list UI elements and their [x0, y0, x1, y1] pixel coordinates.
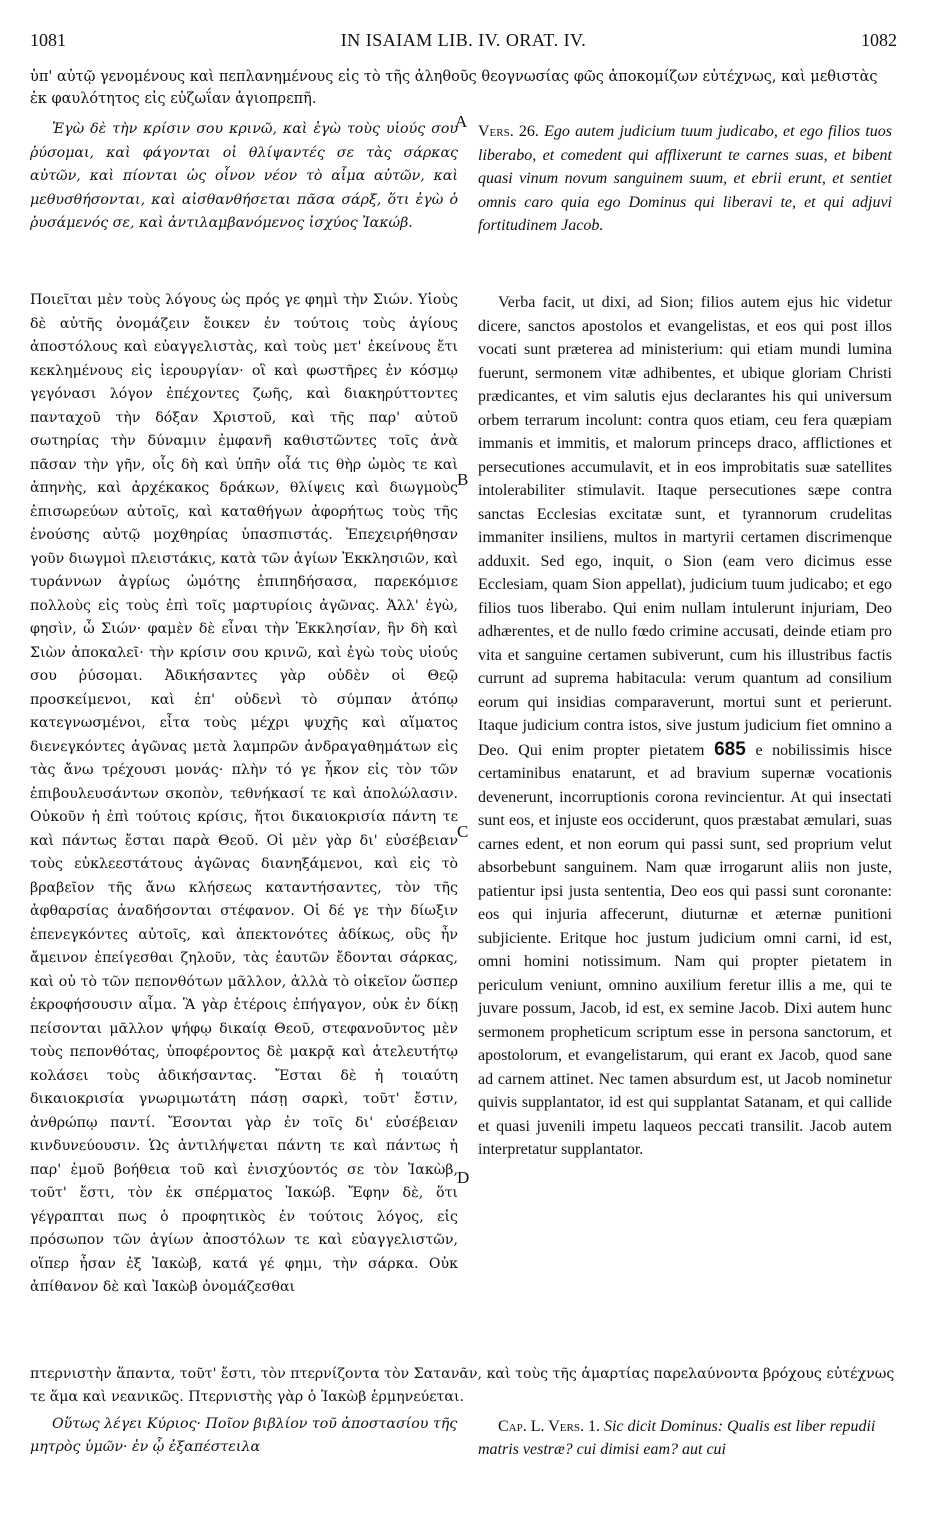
page-number-right: 1082	[861, 30, 897, 50]
latin-commentary	[478, 291, 892, 1162]
latin-commentary-part1: Verba facit, ut dixi, ad Sion; filios autem ejus hic videtur dicere, sanctos apostolos et evangelistas, et eos qui post illos vocati sunt præterea ad ministerium: qui etiam mundi lumina fuerunt, sermonem vitæ adhibentes, et ubique gloriam Christi prædicantes, et vim salutis ejus declarantes his qui universum orbem terrarum incolunt: contra quos etiam, ceu fera quæpiam immanis et immitis, et malorum princeps draco, afflictiones et persecutiones accumulavit, et in eos improbitatis suæ satellites intolerabiliter stimulavit. Itaque persecutiones sæpe contra sanctas Ecclesias excitatæ sunt, et tyrannorum crudelitas immaniter insiliens, multos in martyrii certamen discrimenque adduxit. Sed ego, inquit, o Sion (eam vero dicimus esse Ecclesiam, quam Sion appellat), judicium tuum judicabo; et ego filios tuos liberabo. Qui enim nullam intulerunt injuriam, Deo adhærentes, et de nullo fœdo crimine accusati, deinde etiam pro vita et sanguine certamen subiverunt, cum his illustribus factis currunt ad suprema habitacula: verum quantum ad consilium eorum qui insidias comparaverunt, mortui sunt et perierunt. Itaque judicium contra istos, sive justum judicium fiet omnino a Deo. Qui enim propter pietatem	[478, 294, 892, 759]
running-title: IN ISAIAM LIB. IV. ORAT. IV.	[340, 30, 587, 50]
intro-greek-text: ὑπ' αὐτῷ γενομένους καὶ πεπλανημένους εἰς τὸ τῆς ἀληθοῦς θεογνωσίας φῶς ἀποκομίζων εὐτέχνως, καὶ μεθιστὰς ἐκ φαυλότητος εἰς εὐζωΐαν ἁγιοπρεπῆ.	[30, 69, 878, 107]
latin-verse	[478, 120, 892, 238]
greek-tail-text: πτερνιστὴν ἅπαντα, τοῦτ' ἔστι, τὸν πτερνίζοντα τὸν Σατανᾶν, καὶ τοὺς τῆς ἁμαρτίας παρελαύνοντα βρόχους εὐτέχνως τε ἅμα καὶ νεανικῶς. Πτερνιστὴς γὰρ ὁ Ἰακὼβ ἑρμηνεύεται.	[30, 1366, 895, 1405]
latin-next-verse-label: Cap. L. Vers. 1.	[498, 1418, 600, 1435]
margin-marker-c: C	[457, 822, 469, 841]
margin-marker-b: B	[457, 470, 469, 489]
running-header	[30, 30, 897, 54]
latin-verse-label: Vers. 26.	[478, 123, 539, 140]
greek-next-verse: Οὕτως λέγει Κύριος· Ποῖον βιβλίον τοῦ ἀποστασίου τῆς μητρὸς ὑμῶν· ἐν ᾧ ἐξαπέστειλα	[30, 1416, 458, 1455]
margin-marker-a: A	[455, 112, 468, 131]
greek-tail-paragraph	[30, 1363, 896, 1409]
greek-verse: Ἐγὼ δὲ τὴν κρίσιν σου κρινῶ, καὶ ἐγὼ τοὺς υἱούς σου ῥύσομαι, καὶ φάγονται οἱ θλίψαντές σε τὰς σάρκας αὐτῶν, καὶ πίονται ὡς οἶνον νέον τὸ αἷμα αὐτῶν, καὶ μεθυσθήσονται, καὶ αἰσθανθήσεται πᾶσα σάρξ, ὅτι ἐγὼ ὁ ῥυσάμενός σε, καὶ ἀντιλαμβανόμενος ἰσχύος Ἰακώβ.	[30, 121, 458, 231]
latin-commentary-part2: e nobilissimis hisce certaminibus enatarunt, et ad bravium supernæ vocationis devenerunt, incorruptionis corona revincientur. At qui insectati sunt eos, et injuste eos occiderunt, quos præstabat æmulari, suas carnes edent, et non eorum qui passi sunt, sed proprium velut absorbebunt sanguinem. Nam quæ irrogarunt aliis non juste, patientur ipsi justa sententia, Deo eos qui passi sunt coronante: eos qui injuria affecerunt, diuturnæ et æternæ punitioni subjiciente. Eritque hoc justum judicium omni carni, id est, omni homini notissimum. Nam qui propter pietatem in periculum veniunt, omnino auxilium feretur illis a me, qui te juvare possum, Jacob, id est, ex semine Jacob. Dixi autem hunc sermonem propheticum scriptum esse in persona sanctorum, et apostolorum, et evangelistarum, qui erant ex Jacob, quod sane ad carnem attinet. Nec tamen absurdum est, ut Jacob nominetur quivis supplantator, id est qui supplantat Satanam, et qui callide et quasi juvenili impetu laqueos peccati transilit. Jacob autem interpretatur supplantator.	[478, 741, 893, 1158]
page-number-left: 1081	[30, 30, 66, 50]
migne-page-number: 685	[714, 738, 746, 760]
greek-commentary: Ποιεῖται μὲν τοὺς λόγους ὡς πρός γε φημὶ τὴν Σιών. Υἱοὺς δὲ αὐτῆς ὀνομάζειν ἔοικεν ἐν τούτοις τοὺς ἁγίους ἀποστόλους καὶ εὐαγγελιστὰς, καὶ τοὺς μετ' ἐκείνους ἔτι κεκλημένους εἰς ἱερουργίαν· οἳ καὶ φωστῆρες ἐν κόσμῳ γεγόνασι λόγον ἐπέχοντες ζωῆς, καὶ διακηρύττοντες πανταχοῦ τὴν δόξαν Χριστοῦ, καὶ τῆς παρ' αὐτοῦ σωτηρίας τὴν δύναμιν ἐμφανῆ καθιστῶντες τοῖς ἀνὰ πᾶσαν τὴν γῆν, οἷς δὴ καὶ ὑπῆν οἷά τις θὴρ ὠμὸς τε καὶ ἀπηνὴς, καὶ ἀρχέκακος δράκων, θλίψεις καὶ διωγμοὺς ἐπισωρεύων αὐτοῖς, καὶ καταθήγων ἀφορήτως τοὺς τῆς ἐνούσης αὐτῷ μοχθηρίας ὑπασπιστάς. Ἐπεχειρήθησαν γοῦν διωγμοὶ πλειστάκις, κατὰ τῶν ἁγίων Ἐκκλησιῶν, καὶ τυράννων ἀγρίως ὠμότης ἐπιπηδήσασα, παρεκόμισε πολλοὺς εἰς τοὺς ἐπὶ τοῖς μαρτυρίοις ἀγῶνας. Ἀλλ' ἐγὼ, φησὶν, ὦ Σιών· φαμὲν δὲ εἶναι τὴν Ἐκκλησίαν, ἣν δὴ καὶ Σιὼν ἀποκαλεῖ· τὴν κρίσιν σου κρινῶ, καὶ ἐγὼ τοὺς υἱούς σου ῥύσομαι. Ἀδικήσαντες γὰρ οὐδὲν οἱ Θεῷ προσκείμενοι, καὶ ἐπ' οὐδενὶ τὸ σύμπαν ἀτόπῳ κατεγνωσμένοι, εἶτα τοὺς μέχρι ψυχῆς καὶ αἵματος διενεγκόντες ἀγῶνας μετὰ λαμπρῶν ἀνδραγαθημάτων εἰς τὰς ἄνω τρέχουσι μονάς· πλὴν τό γε ἧκον εἰς τὸν τῶν ἐπιβουλευσάντων σκοπὸν, τεθνήκασί τε καὶ ἀπολώλασιν. Οὐκοῦν ἡ ἐπὶ τούτοις κρίσις, ἤτοι δικαιοκρισία πάντη τε καὶ πάντως ἔσται παρὰ Θεοῦ. Οἱ μὲν γὰρ δι' εὐσέβειαν τοὺς εὐκλεεστάτους ἀγῶνας διανηξάμενοι, καὶ εἰς τὸ βραβεῖον τῆς ἄνω κλήσεως καταντήσαντες, τὸν τῆς ἀφθαρσίας ἀναδήσονται στέφανον. Οἱ δέ γε τὴν δίωξιν ἐπενεγκόντες αὐτοῖς, καὶ ἀπεκτονότες ἀδίκως, οὓς ἦν ἄμεινον ἐπείγεσθαι ζηλοῦν, τὰς ἑαυτῶν ἔδονται σάρκας, καὶ οὐ τὸ τῶν πεπονθότων μᾶλλον, ἀλλὰ τὸ οἰκεῖον ὥσπερ ἐκροφήσουσιν αἷμα. Ἃ γὰρ ἑτέροις ἐπήγαγον, οὐκ ἐν δίκῃ πείσονται μᾶλλον ψήφῳ δικαίᾳ Θεοῦ, στεφανοῦντος μὲν τοὺς πεπονθότας, ὑποφέροντος δὲ μακρᾷ καὶ ἀτελευτήτῳ κολάσει τοὺς ἀδικήσαντας. Ἔσται δὲ ἡ τοιαύτη δικαιοκρισία γνωριμωτάτη πάσῃ σαρκὶ, τοῦτ' ἔστιν, ἀνθρώπῳ παντί. Ἔσονται γὰρ ἐν τοῖς δι' εὐσέβειαν κινδυνεύουσιν. Ὡς ἀντιλήψεται πάντη τε καὶ πάντως ἡ παρ' ἐμοῦ βοήθεια τοῦ καὶ ἐνισχύοντός σε τὸν Ἰακὼβ, τοῦτ' ἔστι, τὸν ἐκ σπέρματος Ἰακώβ. Ἔφην δὲ, ὅτι γέγραπται πως ὁ προφητικὸς ἐν τούτοις λόγος, εἰς πρόσωπον τῶν ἁγίων ἀποστόλων τε καὶ εὐαγγελιστῶν, οἵπερ ἦσαν ἐξ Ἰακὼβ, κατά γέ φημι, τὴν σάρκα. Οὐκ ἀπίθανον δὲ καὶ Ἰακὼβ ὀνομάζεσθαι	[30, 292, 458, 1295]
latin-next-verse-text: Sic dicit Dominus: Qualis est liber repudii matris vestræ? cui dimisi eam? aut cui	[478, 1418, 876, 1458]
latin-next-verse	[478, 1415, 892, 1461]
latin-verse-text: Ego autem judicium tuum judicabo, et ego filios tuos liberabo, et comedent qui afflixerunt te carnes suas, et bibent quasi vinum novum sanguinem suum, et ebrii erunt, et sentiet omnis caro quia ego Dominus qui liberavi te, et qui adjuvi fortitudinem Jacob.	[478, 123, 893, 234]
margin-marker-d: D	[457, 1168, 470, 1187]
intro-paragraph	[30, 66, 896, 110]
